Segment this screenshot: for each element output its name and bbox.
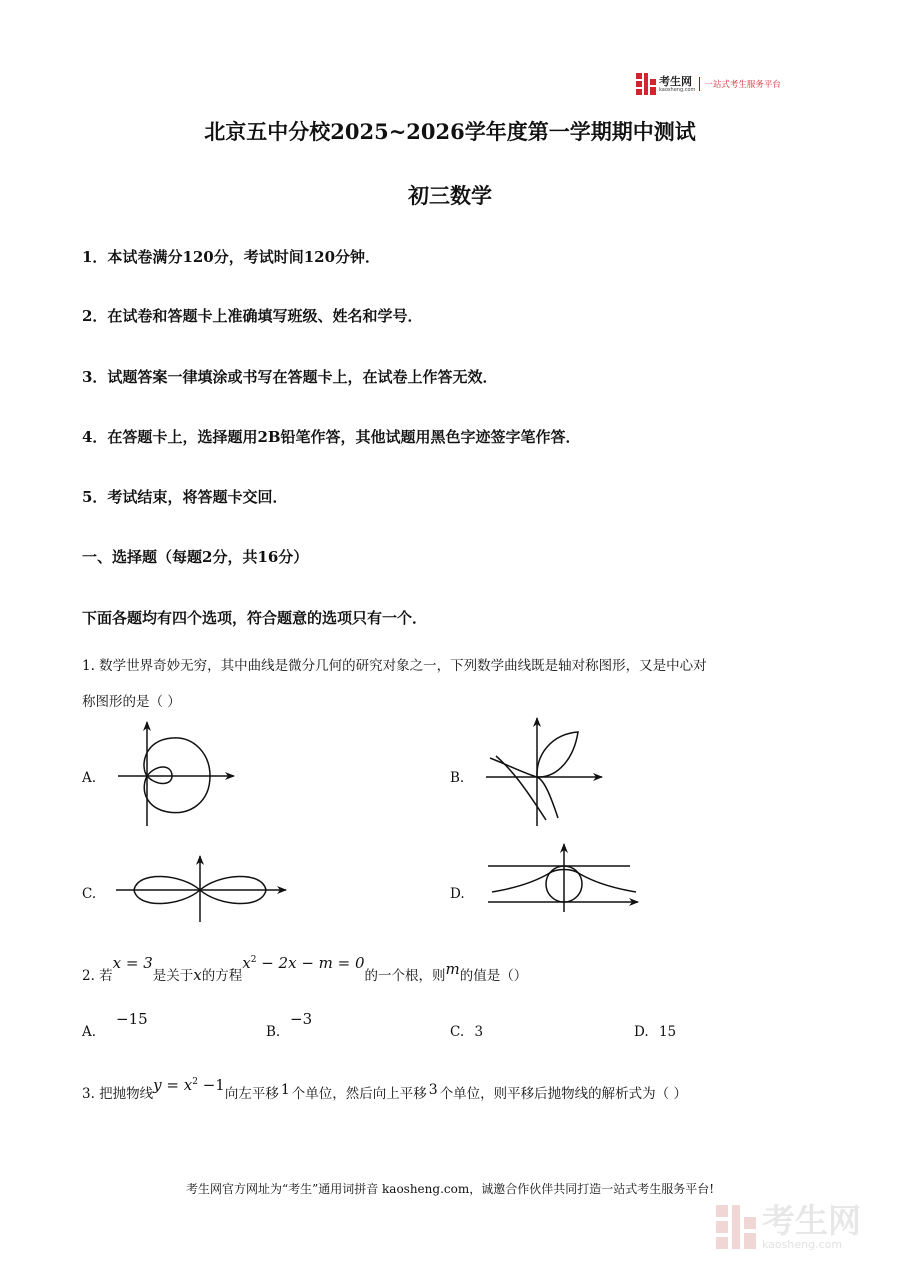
q3-text-part2: 个单位，然后向上平移 — [291, 1086, 427, 1102]
q2-equation — [242, 954, 364, 972]
rule-2: 2．在试卷和答题卡上准确填写班级、姓名和学号． — [82, 307, 423, 325]
q1-figure-d — [486, 842, 646, 916]
page-title: 北京五中分校2025~2026学年度第一学期期中测试 — [204, 119, 696, 144]
q2-text-part2: 的方程 — [201, 968, 243, 984]
q1-option-d-label: D. — [450, 886, 465, 902]
q2-option-a-value: −15 — [116, 1010, 148, 1028]
q2-option-b — [266, 1010, 313, 1040]
q1-option-b-label: B. — [450, 770, 465, 786]
q2-variable: x — [193, 966, 202, 984]
q1-figure-b — [482, 714, 612, 830]
watermark-url: kaosheng.com — [762, 1238, 843, 1251]
q2-eq-post: − 2x − m = 0 — [256, 954, 365, 972]
rule-5: 5．考试结束，将答题卡交回． — [82, 488, 288, 506]
watermark-logo-icon — [716, 1203, 756, 1251]
q2-number: 2. 若 — [82, 968, 113, 984]
q2-variable-m: m — [445, 960, 460, 978]
q1-figure-a — [112, 718, 242, 830]
q2-condition: x = 3 — [112, 954, 153, 972]
q2-text-part3: 的一个根，则 — [364, 968, 446, 984]
figure-b-leaf — [537, 732, 578, 777]
watermark-name: 考生网 — [762, 1201, 861, 1240]
q2-option-d — [634, 1024, 676, 1040]
q2-option-c-label: C. — [450, 1024, 465, 1040]
q2-eq-sup: 2 — [250, 955, 257, 965]
q1-option-a-label: A. — [82, 770, 97, 786]
page-subtitle: 初三数学 — [408, 183, 492, 208]
q2-option-d-label: D. — [634, 1024, 649, 1040]
q2-text-part1: 是关于 — [152, 968, 194, 984]
rule-1: 1．本试卷满分120分，考试时间120分钟． — [82, 248, 381, 266]
q2-option-b-label: B. — [266, 1024, 281, 1040]
q2-option-b-value: −3 — [290, 1010, 313, 1028]
q3-shift-up: 3 — [428, 1082, 438, 1098]
q3-equation — [153, 1076, 225, 1094]
logo-slogan: 一站式考生服务平台 — [704, 80, 781, 90]
kaosheng-logo-icon — [636, 73, 656, 95]
section-instruction: 下面各题均有四个选项，符合题意的选项只有一个． — [82, 609, 428, 627]
q2-option-a — [82, 1010, 148, 1040]
q2-option-a-label: A. — [82, 1024, 97, 1040]
q2-option-d-value: 15 — [658, 1024, 677, 1040]
logo-url: kaosheng.com — [659, 86, 696, 93]
q1-option-c-label: C. — [82, 886, 97, 902]
q2-eq-pre: x — [242, 954, 251, 972]
logo-name: 考生网 — [659, 74, 692, 88]
q1-figure-c — [112, 852, 292, 924]
q2-option-c — [450, 1024, 483, 1040]
q3-text-part3: 个单位，则平移后抛物线的解析式为（ ） — [439, 1086, 687, 1102]
footer-text: 考生网官方网址为“考生”通用词拼音 kaosheng.com，诚邀合作伙伴共同打造一站式考生服务平台! — [185, 1182, 715, 1196]
kaosheng-logo — [636, 70, 806, 98]
section-heading: 一、选择题（每题2分，共16分） — [82, 548, 309, 566]
q1-text-line2: 称图形的是（ ） — [82, 694, 181, 710]
watermark-logo — [716, 1196, 876, 1258]
logo-divider — [699, 77, 700, 91]
q3-eq-post: −1 — [197, 1076, 225, 1094]
q1-text-line1: 1. 数学世界奇妙无穷，其中曲线是微分几何的研究对象之一，下列数学曲线既是轴对称图形，又是中心对 — [82, 658, 707, 674]
q3-eq-pre: y = x — [153, 1076, 193, 1094]
q2-text — [82, 954, 528, 984]
q3-number: 3. 把抛物线 — [82, 1086, 154, 1102]
q3-text-part1: 向左平移 — [224, 1086, 279, 1102]
q3-shift-left: 1 — [280, 1082, 290, 1098]
q2-option-c-value: 3 — [474, 1024, 484, 1040]
rule-3: 3．试题答案一律填涂或书写在答题卡上，在试卷上作答无效． — [82, 368, 498, 386]
q2-text-part4: 的值是（） — [459, 968, 528, 984]
q3-eq-sup: 2 — [192, 1077, 198, 1087]
rule-4: 4．在答题卡上，选择题用2B铅笔作答，其他试题用黑色字迹签字笔作答． — [82, 428, 581, 446]
q3-text — [82, 1076, 687, 1102]
